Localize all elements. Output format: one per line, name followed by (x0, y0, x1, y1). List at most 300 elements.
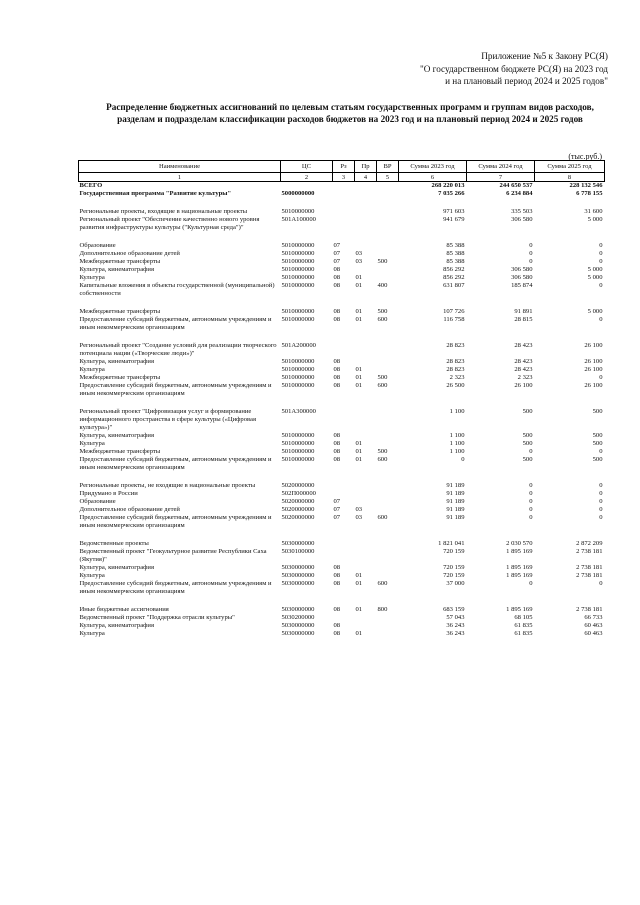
row-expense-type (377, 242, 399, 250)
row-name: Предоставление субсидий бюджетным, автономным учреждениям и иным некоммерческим организациям (79, 514, 272, 529)
row-sum-2025: 2 738 181 (576, 564, 603, 571)
row-sum-2024: 2 030 570 (506, 540, 533, 547)
table-row (79, 572, 605, 580)
row-cs-code: 5030200000 (281, 614, 315, 621)
row-sum-2023: 37 000 (446, 580, 465, 587)
appendix-line-1: Приложение №5 к Закону РС(Я) (481, 51, 608, 61)
row-expense-type (377, 342, 399, 358)
table-row (79, 366, 605, 374)
row-sum-2023: 91 189 (446, 514, 465, 521)
row-cs-code: 5020000000 (281, 514, 315, 521)
row-subsection (355, 614, 377, 622)
row-cs-code: 5020000000 (281, 482, 315, 489)
row-sum-2023: 85 388 (446, 258, 465, 265)
row-cs-code: 501А300000 (281, 408, 316, 415)
row-sum-2025: 5 000 (587, 216, 603, 223)
spacer-row (79, 332, 605, 342)
table-row (79, 282, 605, 298)
row-subsection: 01 (355, 580, 363, 587)
row-subsection: 03 (355, 258, 363, 265)
table-row (79, 498, 605, 506)
row-subsection: 01 (355, 308, 363, 315)
row-sum-2024: 2 323 (517, 374, 533, 381)
row-expense-type (377, 498, 399, 506)
row-subsection: 01 (355, 440, 363, 447)
row-sum-2025: 66 733 (584, 614, 603, 621)
row-subsection (355, 342, 377, 358)
row-sum-2023: 91 189 (446, 498, 465, 505)
row-subsection (355, 540, 377, 548)
row-sum-2023: 0 (461, 456, 465, 463)
row-cs-code: 5030000000 (281, 540, 315, 547)
row-subsection (355, 622, 377, 630)
header-number: 2 (281, 173, 333, 182)
row-section: 07 (333, 514, 341, 521)
row-expense-type (377, 358, 399, 366)
row-expense-type (377, 432, 399, 440)
row-name: Культура (79, 440, 105, 447)
row-section (333, 490, 355, 498)
header-number: 8 (535, 173, 605, 182)
row-expense-type (377, 266, 399, 274)
row-sum-2023: 1 100 (449, 408, 465, 415)
row-subsection: 01 (355, 448, 363, 455)
spacer-row (79, 530, 605, 540)
row-sum-2025: 26 100 (584, 382, 603, 389)
row-cs-code: 5020000000 (281, 506, 315, 513)
table-row (79, 382, 605, 398)
row-sum-2023: 971 603 (443, 208, 465, 215)
row-section: 08 (333, 358, 341, 365)
row-sum-2024: 185 874 (511, 282, 533, 289)
table-row (79, 250, 605, 258)
row-name: Региональный проект "Цифровизация услуг и формирование информационного пространства в сфере культуры («Цифровая культура»)" (79, 408, 257, 431)
row-sum-2023: 1 100 (449, 440, 465, 447)
row-cs-code: 5010000000 (281, 308, 315, 315)
row-sum-2023: 28 823 (446, 366, 465, 373)
spacer-cell (79, 232, 605, 242)
row-expense-type (377, 216, 399, 232)
row-sum-2024: 28 423 (514, 366, 533, 373)
row-cs-code: 5010000000 (281, 274, 315, 281)
row-sum-2025: 0 (599, 282, 603, 289)
row-name: Культура, кинематография (79, 266, 154, 273)
row-sum-2024: 61 835 (514, 630, 533, 637)
row-section: 08 (333, 382, 341, 389)
row-cs-code (281, 182, 333, 191)
appendix-line-2: "О государственном бюджете РС(Я) на 2023 год (419, 63, 608, 74)
header-number: 1 (79, 173, 281, 182)
row-sum-2023: 85 388 (446, 250, 465, 257)
row-section: 08 (333, 630, 341, 637)
row-cs-code: 5030000000 (281, 580, 315, 587)
row-section: 08 (333, 456, 341, 463)
row-sum-2024: 500 (522, 456, 533, 463)
table-row (79, 208, 605, 216)
row-expense-type (377, 572, 399, 580)
header-name: Наименование (79, 161, 281, 173)
row-cs-code: 5010000000 (281, 208, 315, 215)
row-cs-code: 5030000000 (281, 572, 315, 579)
row-name: Культура (79, 572, 105, 579)
row-sum-2025: 0 (599, 506, 603, 513)
row-name: Образование (79, 498, 116, 505)
spacer-row (79, 596, 605, 606)
row-cs-code: 5010000000 (281, 250, 315, 257)
row-section (333, 182, 355, 191)
table-row (79, 242, 605, 250)
row-cs-code: 5010000000 (281, 382, 315, 389)
row-cs-code: 5010000000 (281, 258, 315, 265)
row-sum-2023: 91 189 (446, 490, 465, 497)
row-name: Региональный проект "Обеспечение качественно нового уровня развития инфраструктуры культуры ("Культурная среда")" (79, 216, 260, 231)
row-sum-2023: 268 220 013 (431, 182, 465, 189)
row-sum-2024: 306 580 (511, 216, 533, 223)
table-row (79, 432, 605, 440)
row-sum-2024: 91 891 (514, 308, 533, 315)
row-section: 08 (333, 316, 341, 323)
row-subsection: 03 (355, 514, 363, 521)
row-sum-2024: 26 100 (514, 382, 533, 389)
row-sum-2023: 631 807 (443, 282, 465, 289)
row-cs-code: 5010000000 (281, 440, 315, 447)
table-row (79, 622, 605, 630)
row-sum-2025: 500 (592, 432, 603, 439)
table-row (79, 514, 605, 530)
row-sum-2024: 335 503 (511, 208, 533, 215)
row-section: 07 (333, 242, 341, 249)
row-name: Предоставление субсидий бюджетным, автономным учреждениям и иным некоммерческим организациям (79, 382, 272, 397)
spacer-cell (79, 398, 605, 408)
document-title: Распределение бюджетных ассигнований по целевым статьям государственных программ и группам видов расходов, разделам и подразделам классификации расходов бюджетов на 2023 год и на плановый период 2024 и 2025 годов (106, 102, 594, 124)
row-expense-type (377, 366, 399, 374)
row-sum-2025: 500 (592, 456, 603, 463)
row-name: Культура (79, 630, 105, 637)
row-name: Дополнительное образование детей (79, 506, 180, 513)
row-sum-2024: 0 (529, 490, 533, 497)
row-sum-2024: 0 (529, 498, 533, 505)
spacer-cell (79, 298, 605, 308)
row-sum-2024: 0 (529, 514, 533, 521)
row-expense-type: 500 (377, 308, 388, 315)
spacer-row (79, 472, 605, 482)
row-section (333, 342, 355, 358)
row-sum-2025: 0 (599, 258, 603, 265)
row-cs-code: 5010000000 (281, 432, 315, 439)
row-sum-2023: 1 821 041 (438, 540, 465, 547)
row-sum-2024: 68 105 (514, 614, 533, 621)
row-section: 08 (333, 374, 341, 381)
row-subsection (355, 190, 377, 198)
row-sum-2025: 0 (599, 498, 603, 505)
row-section (333, 190, 355, 198)
header-number: 6 (399, 173, 467, 182)
row-section (333, 482, 355, 490)
header-number: 5 (377, 173, 399, 182)
row-sum-2024: 306 580 (511, 274, 533, 281)
table-row (79, 316, 605, 332)
row-sum-2024: 1 895 169 (506, 564, 533, 571)
row-sum-2023: 856 292 (443, 266, 465, 273)
row-section (333, 216, 355, 232)
row-expense-type: 600 (377, 456, 388, 463)
row-cs-code: 5030000000 (281, 564, 315, 571)
table-header (79, 161, 605, 182)
row-sum-2023: 28 823 (446, 358, 465, 365)
row-subsection: 01 (355, 382, 363, 389)
row-sum-2023: 1 100 (449, 432, 465, 439)
table-row (79, 548, 605, 564)
row-name: Капитальные вложения в объекты государственной (муниципальной) собственности (79, 282, 275, 297)
row-section: 08 (333, 606, 341, 613)
row-sum-2023: 36 243 (446, 622, 465, 629)
row-sum-2023: 85 388 (446, 242, 465, 249)
row-expense-type (377, 564, 399, 572)
row-subsection: 01 (355, 630, 363, 637)
row-subsection (355, 358, 377, 366)
row-name: Ведомственные проекты (79, 540, 149, 547)
row-section (333, 208, 355, 216)
header-pr: Пр (355, 161, 377, 173)
header-rz: Рз (333, 161, 355, 173)
row-cs-code: 501А200000 (281, 342, 316, 349)
row-name: Государственная программа "Развитие культуры" (79, 190, 232, 197)
budget-table (78, 160, 605, 638)
row-sum-2024: 28 423 (514, 342, 533, 349)
row-expense-type (377, 182, 399, 191)
row-expense-type (377, 540, 399, 548)
row-cs-code: 5030000000 (281, 606, 315, 613)
spacer-cell (79, 472, 605, 482)
row-section: 08 (333, 440, 341, 447)
row-sum-2024: 0 (529, 482, 533, 489)
row-name: Межбюджетные трансферты (79, 448, 161, 455)
row-sum-2025: 0 (599, 250, 603, 257)
row-sum-2025: 60 463 (584, 630, 603, 637)
row-expense-type (377, 614, 399, 622)
header-cs: ЦС (281, 161, 333, 173)
row-sum-2023: 720 159 (443, 548, 465, 555)
table-body (79, 182, 605, 639)
row-sum-2023: 91 189 (446, 506, 465, 513)
row-section: 08 (333, 448, 341, 455)
row-expense-type (377, 482, 399, 490)
row-subsection: 01 (355, 366, 363, 373)
row-cs-code: 5010000000 (281, 282, 315, 289)
row-sum-2025: 500 (592, 440, 603, 447)
table-row (79, 358, 605, 366)
row-sum-2024: 0 (529, 506, 533, 513)
row-expense-type: 500 (377, 258, 388, 265)
row-sum-2023: 116 758 (443, 316, 465, 323)
row-subsection (355, 432, 377, 440)
row-sum-2024: 1 895 169 (506, 606, 533, 613)
row-sum-2023: 36 243 (446, 630, 465, 637)
row-sum-2023: 720 159 (443, 564, 465, 571)
row-expense-type: 500 (377, 374, 388, 381)
spacer-cell (79, 596, 605, 606)
row-expense-type: 600 (377, 580, 388, 587)
row-sum-2023: 57 043 (446, 614, 465, 621)
table-row (79, 606, 605, 614)
row-sum-2025: 60 463 (584, 622, 603, 629)
row-sum-2023: 26 500 (446, 382, 465, 389)
row-name: Культура, кинематография (79, 358, 154, 365)
row-section (333, 408, 355, 432)
row-name: Придумано в России (79, 490, 138, 497)
row-expense-type (377, 490, 399, 498)
row-sum-2025: 0 (599, 242, 603, 249)
row-section (333, 614, 355, 622)
row-sum-2025: 5 000 (587, 266, 603, 273)
row-section: 07 (333, 250, 341, 257)
row-expense-type: 500 (377, 448, 388, 455)
row-expense-type (377, 408, 399, 432)
row-section: 08 (333, 308, 341, 315)
row-expense-type (377, 630, 399, 638)
table-row (79, 190, 605, 198)
table-row (79, 564, 605, 572)
row-name: Межбюджетные трансферты (79, 258, 161, 265)
row-sum-2024: 28 423 (514, 358, 533, 365)
row-subsection (355, 490, 377, 498)
row-subsection (355, 242, 377, 250)
row-section: 08 (333, 622, 341, 629)
row-subsection (355, 548, 377, 564)
row-subsection (355, 208, 377, 216)
row-subsection (355, 182, 377, 191)
row-name: Региональные проекты, не входящие в национальные проекты (79, 482, 256, 489)
table-row (79, 440, 605, 448)
spacer-row (79, 198, 605, 208)
header-vr: ВР (377, 161, 399, 173)
row-section: 08 (333, 572, 341, 579)
row-cs-code: 5010000000 (281, 266, 315, 273)
row-sum-2025: 0 (599, 482, 603, 489)
row-cs-code: 5010000000 (281, 366, 315, 373)
row-subsection: 01 (355, 572, 363, 579)
units-label: (тыс.руб.) (568, 152, 602, 161)
row-sum-2025: 500 (592, 408, 603, 415)
row-name: Региональный проект "Создание условий для реализации творческого потенциала нации («Творческие люди»)" (79, 342, 277, 357)
table-row (79, 308, 605, 316)
row-name: Межбюджетные трансферты (79, 374, 161, 381)
row-name: Предоставление субсидий бюджетным, автономным учреждениям и иным некоммерческим организациям (79, 316, 272, 331)
row-sum-2023: 1 100 (449, 448, 465, 455)
table-row (79, 274, 605, 282)
row-name: ВСЕГО (79, 182, 103, 189)
table-row (79, 216, 605, 232)
table-row (79, 580, 605, 596)
row-sum-2024: 61 835 (514, 622, 533, 629)
row-subsection: 03 (355, 506, 363, 513)
spacer-cell (79, 530, 605, 540)
row-name: Культура, кинематография (79, 622, 154, 629)
spacer-row (79, 298, 605, 308)
row-expense-type (377, 548, 399, 564)
row-sum-2024: 28 815 (514, 316, 533, 323)
appendix-header (420, 50, 608, 88)
row-sum-2025: 0 (599, 490, 603, 497)
spacer-row (79, 398, 605, 408)
row-name: Культура, кинематография (79, 432, 154, 439)
row-section: 08 (333, 282, 341, 289)
row-section: 08 (333, 266, 341, 273)
row-subsection (355, 216, 377, 232)
row-sum-2025: 2 738 181 (576, 572, 603, 579)
header-sum-2025: Сумма 2025 год (535, 161, 605, 173)
row-section: 07 (333, 506, 341, 513)
row-subsection (355, 498, 377, 506)
row-expense-type (377, 506, 399, 514)
row-section: 08 (333, 274, 341, 281)
row-section (333, 540, 355, 548)
table-row (79, 448, 605, 456)
row-subsection (355, 408, 377, 432)
row-section: 08 (333, 580, 341, 587)
header-sum-2023: Сумма 2023 год (399, 161, 467, 173)
row-name: Предоставление субсидий бюджетным, автономным учреждениям и иным некоммерческим организациям (79, 456, 272, 471)
row-sum-2025: 26 100 (584, 366, 603, 373)
row-sum-2025: 0 (599, 316, 603, 323)
row-cs-code: 5020000000 (281, 498, 315, 505)
row-cs-code: 5010000000 (281, 456, 315, 463)
row-section: 07 (333, 258, 341, 265)
row-sum-2025: 0 (599, 374, 603, 381)
table-row (79, 456, 605, 472)
row-cs-code: 5010000000 (281, 448, 315, 455)
table-row (79, 630, 605, 638)
row-expense-type (377, 208, 399, 216)
row-sum-2023: 28 823 (446, 342, 465, 349)
row-subsection: 01 (355, 606, 363, 613)
table-row (79, 182, 605, 191)
row-sum-2025: 5 000 (587, 308, 603, 315)
row-sum-2024: 0 (529, 250, 533, 257)
row-name: Иные бюджетные ассигнования (79, 606, 169, 613)
row-sum-2023: 91 189 (446, 482, 465, 489)
header-number: 4 (355, 173, 377, 182)
row-sum-2023: 941 679 (443, 216, 465, 223)
row-sum-2024: 0 (529, 242, 533, 249)
row-section: 08 (333, 564, 341, 571)
row-cs-code: 5030000000 (281, 622, 315, 629)
row-cs-code: 5010000000 (281, 316, 315, 323)
spacer-cell (79, 198, 605, 208)
header-sum-2024: Сумма 2024 год (467, 161, 535, 173)
row-name: Ведомственный проект "Геокультурное развитие Республики Саха (Якутия)" (79, 548, 267, 563)
table-row (79, 614, 605, 622)
row-subsection: 01 (355, 374, 363, 381)
table-row (79, 482, 605, 490)
row-subsection: 01 (355, 456, 363, 463)
row-sum-2025: 2 738 181 (576, 548, 603, 555)
row-sum-2024: 500 (522, 408, 533, 415)
header-number: 3 (333, 173, 355, 182)
row-expense-type: 800 (377, 606, 388, 613)
row-sum-2024: 0 (529, 258, 533, 265)
row-cs-code: 5010000000 (281, 374, 315, 381)
row-sum-2023: 856 292 (443, 274, 465, 281)
row-sum-2023: 7 035 266 (438, 190, 465, 197)
row-sum-2025: 6 778 155 (576, 190, 603, 197)
table-row (79, 266, 605, 274)
row-name: Культура, кинематография (79, 564, 154, 571)
row-cs-code: 5010000000 (281, 242, 315, 249)
row-sum-2025: 2 738 181 (576, 606, 603, 613)
row-expense-type (377, 622, 399, 630)
row-sum-2025: 26 100 (584, 342, 603, 349)
